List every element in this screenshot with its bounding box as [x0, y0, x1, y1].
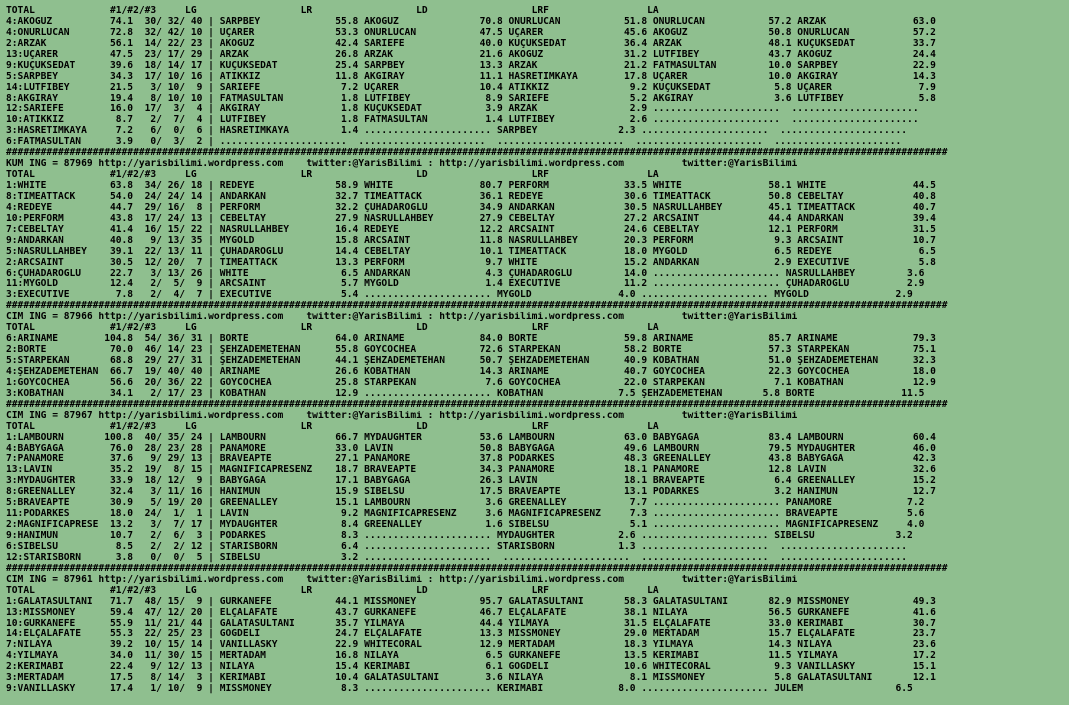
- data-row: 13:UÇARER 47.5 23/ 17/ 29 | ARZAK 26.8 ARZAK 21.6 AKOĞUZ 31.2 LÜTFİBEY 43.7 AKOĞUZ 24.4: [6, 49, 936, 60]
- data-row: 3:EXECUTIVE 7.8 2/ 4/ 7 | EXECUTIVE 5.4 ...................... MYGOLD 4.0 ...................... MYGOLD 2.9: [6, 290, 913, 301]
- data-row: 9:HANİMUN 10.7 2/ 6/ 3 | PODARKES 8.3 ...................... MYDAUGHTER 2.6 ...................... SİBELSU 3.2: [6, 531, 913, 541]
- column-header-row: TOTAL #1/#2/#3 LG LR LD LRF LA: [6, 6, 659, 16]
- data-row: 1:GALATASULTANI 71.7 48/ 15/ 9 | GÜRKANEFE 44.1 MISSMONEY 95.7 GALATASULTANI 58.3 GALATASULTANI 82.9 MISSMONEY 49.3: [6, 596, 936, 607]
- data-row: 1:LAMBOURN 100.8 40/ 35/ 24 | LAMBOURN 66.7 MYDAUGHTER 53.6 LAMBOURN 63.0 BABYGAGA 83.4 LAMBOURN 60.4: [6, 432, 936, 443]
- column-header-row: TOTAL #1/#2/#3 LG LR LD LRF LA: [6, 170, 659, 181]
- data-row: 4:BABYGAGA 76.0 28/ 23/ 28 | PANAMORE 33.0 LAVIN 50.8 BABYGAGA 49.6 LAMBOURN 79.5 MYDAUGHTER 46.0: [6, 443, 936, 454]
- section-divider: ###################################################################################################################################################################: [6, 563, 948, 574]
- race-header-row: CIM İNG = 87961 http://yarisbilimi.wordpress.com twitter:@YarisBilimi : http://yarisbilimi.wordpress.com twitter:@YarisBilimi: [6, 574, 798, 585]
- data-row: 6:ÇUHADAROĞLU 22.7 3/ 13/ 26 | WHITE 6.5 ANDARKAN 4.3 ÇUHADAROĞLU 14.0 ...................... NASRULLAHBEY 3.6: [6, 268, 925, 279]
- data-row: 13:LAVIN 35.2 19/ 8/ 15 | MAGNIFICAPRESENZ 18.7 BRAVEAPTE 34.3 PANAMORE 18.1 PANAMORE 12.8 LAVIN 32.6: [6, 465, 936, 476]
- data-row: 6:ARINAME 104.8 54/ 36/ 31 | BÖRTE 64.0 ARINAME 84.0 BÖRTE 59.8 ARINAME 85.7 ARINAME 79.3: [6, 334, 936, 345]
- section-divider: ###################################################################################################################################################################: [6, 301, 948, 312]
- data-row: 4:ONURLUCAN 72.8 32/ 42/ 10 | UÇARER 53.3 ONURLUCAN 47.5 UÇARER 45.6 AKOĞUZ 50.8 ONURLUCAN 57.2: [6, 27, 936, 38]
- data-row: 5:BRAVEAPTE 30.9 5/ 19/ 20 | GREENALLEY 15.1 LAMBOURN 3.6 GREENALLEY 7.7 ...................... PANAMORE 7.2: [6, 498, 925, 509]
- data-row: 9:VANILLASKY 17.4 1/ 10/ 9 | MISSMONEY 8.3 ...................... KERİMABİ 8.0 ...................... JULEM 6.5: [6, 684, 913, 695]
- data-row: 4:AKOĞUZ 74.1 30/ 32/ 40 | SARPBEY 55.8 AKOĞUZ 70.8 ONURLUCAN 51.8 ONURLUCAN 57.2 ARZAK 63.0: [6, 16, 936, 27]
- data-row: 12:SARIEFE 16.0 17/ 3/ 4 | AKGİRAY 1.8 KÜÇÜKSEDAT 3.9 ARZAK 2.9 ...................... ......................: [6, 104, 919, 115]
- data-row: 8:AKGİRAY 19.4 8/ 10/ 10 | FATMASULTAN 1.8 LÜTFİBEY 8.9 SARIEFE 5.2 AKGİRAY 3.6 LÜTFİBEY 5.8: [6, 93, 936, 104]
- data-row: 7:PANAMORE 37.6 9/ 29/ 13 | BRAVEAPTE 27.1 PANAMORE 37.8 PODARKES 48.3 GREENALLEY 43.8 BABYGAGA 42.3: [6, 454, 936, 465]
- data-row: 7:CEBELTAY 41.4 16/ 15/ 22 | NASRULLAHBEY 16.4 REDEYE 12.2 ARCSAINT 24.6 CEBELTAY 12.1 PERFORM 31.5: [6, 224, 936, 235]
- data-row: 5:SARPBEY 34.3 17/ 10/ 16 | ATİKKIZ 11.8 AKGİRAY 11.1 HASRETİMKAYA 17.8 UÇARER 10.0 AKGİRAY 14.3: [6, 71, 936, 82]
- data-row: 1:WHITE 63.8 34/ 26/ 18 | REDEYE 58.9 WHITE 80.7 PERFORM 33.5 WHITE 58.1 WHITE 44.5: [6, 181, 936, 191]
- data-row: 2:MAGNIFICAPRESE 13.2 3/ 7/ 17 | MYDAUGHTER 8.4 GREENALLEY 1.6 SİBELSU 5.1 ...................... MAGNIFICAPRESENZ 4.0: [6, 520, 925, 531]
- column-header-row: TOTAL #1/#2/#3 LG LR LD LRF LA: [6, 585, 659, 596]
- data-row: 3:KOBATHAN 34.1 2/ 17/ 23 | KOBATHAN 12.9 ...................... KOBATHAN 7.5 ŞEHZADEMETEHAN 5.8 BÖRTE 11.5: [6, 388, 925, 399]
- data-row: 5:STARPEKAN 68.8 29/ 27/ 31 | ŞEHZADEMETEHAN 44.1 ŞEHZADEMETEHAN 50.7 ŞEHZADEMETEHAN 40.9 KOBATHAN 51.0 ŞEHZADEMETEHAN 32.3: [6, 356, 936, 366]
- race-header-row: CIM İNG = 87966 http://yarisbilimi.wordpress.com twitter:@YarisBilimi : http://yarisbilimi.wordpress.com twitter:@YarisBilimi: [6, 312, 798, 323]
- data-row: 1:GOYCOCHEA 56.6 20/ 36/ 22 | GOYCOCHEA 25.8 STARPEKAN 7.6 GOYCOCHEA 22.0 STARPEKAN 7.1 KOBATHAN 12.9: [6, 377, 936, 388]
- data-row: 2:BÖRTE 70.0 46/ 14/ 23 | ŞEHZADEMETEHAN 55.8 GOYCOCHEA 72.6 STARPEKAN 58.2 BÖRTE 57.3 STARPEKAN 75.1: [6, 345, 936, 356]
- data-row: 4:YILMAYA 34.0 11/ 30/ 15 | MERTADAM 16.8 NİLAYA 6.5 GÜRKANEFE 13.5 KERİMABİ 11.5 YILMAYA 17.2: [6, 651, 936, 662]
- data-row: 10:GÜRKANEFE 55.9 11/ 21/ 44 | GALATASULTANI 35.7 YILMAYA 44.4 YILMAYA 31.5 ELÇALAFATE 33.0 KERİMABİ 30.7: [6, 618, 936, 629]
- data-row: 4:REDEYE 44.7 29/ 16/ 8 | PERFORM 32.2 ÇUHADAROĞLU 34.9 ANDARKAN 30.5 NASRULLAHBEY 45.1 TIMEATTACK 40.7: [6, 202, 936, 213]
- data-row: 4:ŞEHZADEMETEHAN 66.7 19/ 40/ 40 | ARINAME 26.6 KOBATHAN 14.3 ARINAME 40.7 GOYCOCHEA 22.3 GOYCOCHEA 18.0: [6, 366, 936, 377]
- data-row: 8:GREENALLEY 32.4 3/ 11/ 16 | HANİMUN 15.9 SİBELSU 17.5 BRAVEAPTE 13.1 PODARKES 3.2 HANİMUN 12.7: [6, 487, 936, 498]
- data-row: 3:MERTADAM 17.5 8/ 14/ 3 | KERİMABİ 10.4 GALATASULTANI 3.6 NİLAYA 8.1 MISSMONEY 5.8 GALATASULTANI 12.1: [6, 673, 936, 684]
- data-row: 10:PERFORM 43.8 17/ 24/ 13 | CEBELTAY 27.9 NASRULLAHBEY 27.9 CEBELTAY 27.2 ARCSAINT 44.4 ANDARKAN 39.4: [6, 213, 936, 224]
- column-header-row: TOTAL #1/#2/#3 LG LR LD LRF LA: [6, 421, 659, 432]
- data-row: 2:ARZAK 56.1 14/ 22/ 23 | AKOĞUZ 42.4 SARIEFE 40.0 KÜÇÜKSEDAT 36.4 ARZAK 48.1 KÜÇÜKSEDAT 33.7: [6, 38, 936, 49]
- data-row: 3:HASRETİMKAYA 7.2 6/ 0/ 6 | HASRETİMKAYA 1.4 ...................... SARPBEY 2.3 ...................... ......................: [6, 126, 908, 137]
- data-row: 14:LÜTFİBEY 21.5 3/ 10/ 9 | SARIEFE 7.2 UÇARER 10.4 ATİKKIZ 9.2 KÜÇÜKSEDAT 5.8 UÇARER 7.9: [6, 82, 936, 93]
- data-row: 8:TIMEATTACK 54.0 24/ 24/ 14 | ANDARKAN 32.7 TIMEATTACK 36.1 REDEYE 30.6 TIMEATTACK 50.8 CEBELTAY 40.8: [6, 191, 936, 202]
- data-row: 11:MYGOLD 12.4 2/ 5/ 9 | ARCSAINT 5.7 MYGOLD 1.4 EXECUTIVE 11.2 ...................... ÇUHADAROĞLU 2.9: [6, 279, 925, 290]
- data-row: 10:ATİKKIZ 8.7 2/ 7/ 4 | LÜTFİBEY 1.8 FATMASULTAN 1.4 LÜTFİBEY 2.6 ...................... ......................: [6, 115, 919, 126]
- data-row: 13:MISSMONEY 59.4 47/ 12/ 20 | ELÇALAFATE 43.7 GÜRKANEFE 46.7 ELÇALAFATE 38.1 NİLAYA 56.5 GÜRKANEFE 41.6: [6, 607, 936, 618]
- section-divider: ###################################################################################################################################################################: [6, 399, 948, 410]
- data-row: 6:SİBELSU 8.5 2/ 2/ 12 | STARISBORN 6.4 ...................... STARISBORN 1.3 ...................... ......................: [6, 541, 908, 552]
- data-row: 9:KÜÇÜKSEDAT 39.6 18/ 14/ 17 | KÜÇÜKSEDAT 25.4 SARPBEY 13.3 ARZAK 21.2 FATMASULTAN 10.0 SARPBEY 22.9: [6, 60, 936, 71]
- data-row: 7:NİLAYA 39.2 10/ 15/ 14 | VANILLASKY 22.9 WHITECORAL 12.9 MERTADAM 18.3 YILMAYA 14.3 NİLAYA 23.6: [6, 640, 936, 651]
- column-header-row: TOTAL #1/#2/#3 LG LR LD LRF LA: [6, 323, 659, 334]
- data-row: 5:NASRULLAHBEY 39.1 22/ 13/ 11 | ÇUHADAROĞLU 14.4 CEBELTAY 10.1 TIMEATTACK 18.0 MYGOLD 6.5 REDEYE 6.5: [6, 246, 936, 257]
- section-divider: ###################################################################################################################################################################: [6, 148, 948, 159]
- data-row: 3:MYDAUGHTER 33.9 18/ 12/ 9 | BABYGAGA 17.1 BABYGAGA 26.3 LAVIN 18.1 BRAVEAPTE 6.4 GREENALLEY 15.2: [6, 476, 936, 487]
- data-row: 14:ELÇALAFATE 55.3 22/ 25/ 23 | GÖĞDELİ 24.7 ELÇALAFATE 13.3 MISSMONEY 29.0 MERTADAM 15.7 ELÇALAFATE 23.7: [6, 629, 936, 640]
- race-header-row: CIM İNG = 87967 http://yarisbilimi.wordpress.com twitter:@YarisBilimi : http://yarisbilimi.wordpress.com twitter:@YarisBilimi: [6, 410, 798, 421]
- data-row: 9:ANDARKAN 40.8 9/ 13/ 35 | MYGOLD 15.8 ARCSAINT 11.8 NASRULLAHBEY 20.3 PERFORM 9.3 ARCSAINT 10.7: [6, 235, 936, 246]
- data-row: 2:ARCSAINT 30.5 12/ 20/ 7 | TIMEATTACK 13.3 PERFORM 9.7 WHITE 15.2 ANDARKAN 2.9 EXECUTIVE 5.8: [6, 257, 936, 268]
- data-row: 11:PODARKES 18.0 24/ 1/ 1 | LAVIN 9.2 MAGNIFICAPRESENZ 3.6 MAGNIFICAPRESENZ 7.3 ...................... BRAVEAPTE 5.6: [6, 509, 925, 520]
- race-header-row: KUM İNG = 87969 http://yarisbilimi.wordpress.com twitter:@YarisBilimi : http://yarisbilimi.wordpress.com twitter:@YarisBilimi: [6, 159, 798, 170]
- data-row: 12:STARISBORN 3.8 0/ 0/ 5 | SİBELSU 3.2 ...................... ...................... ...................... ......................: [6, 552, 908, 563]
- data-row: 6:FATMASULTAN 3.9 0/ 3/ 2 | ...................... ...................... ...................... ...................... ......................: [6, 137, 902, 148]
- data-row: 2:KERİMABİ 22.4 9/ 12/ 13 | NİLAYA 15.4 KERİMABİ 6.1 GÖĞDELİ 10.6 WHITECORAL 9.3 VANILLASKY 15.1: [6, 662, 936, 673]
